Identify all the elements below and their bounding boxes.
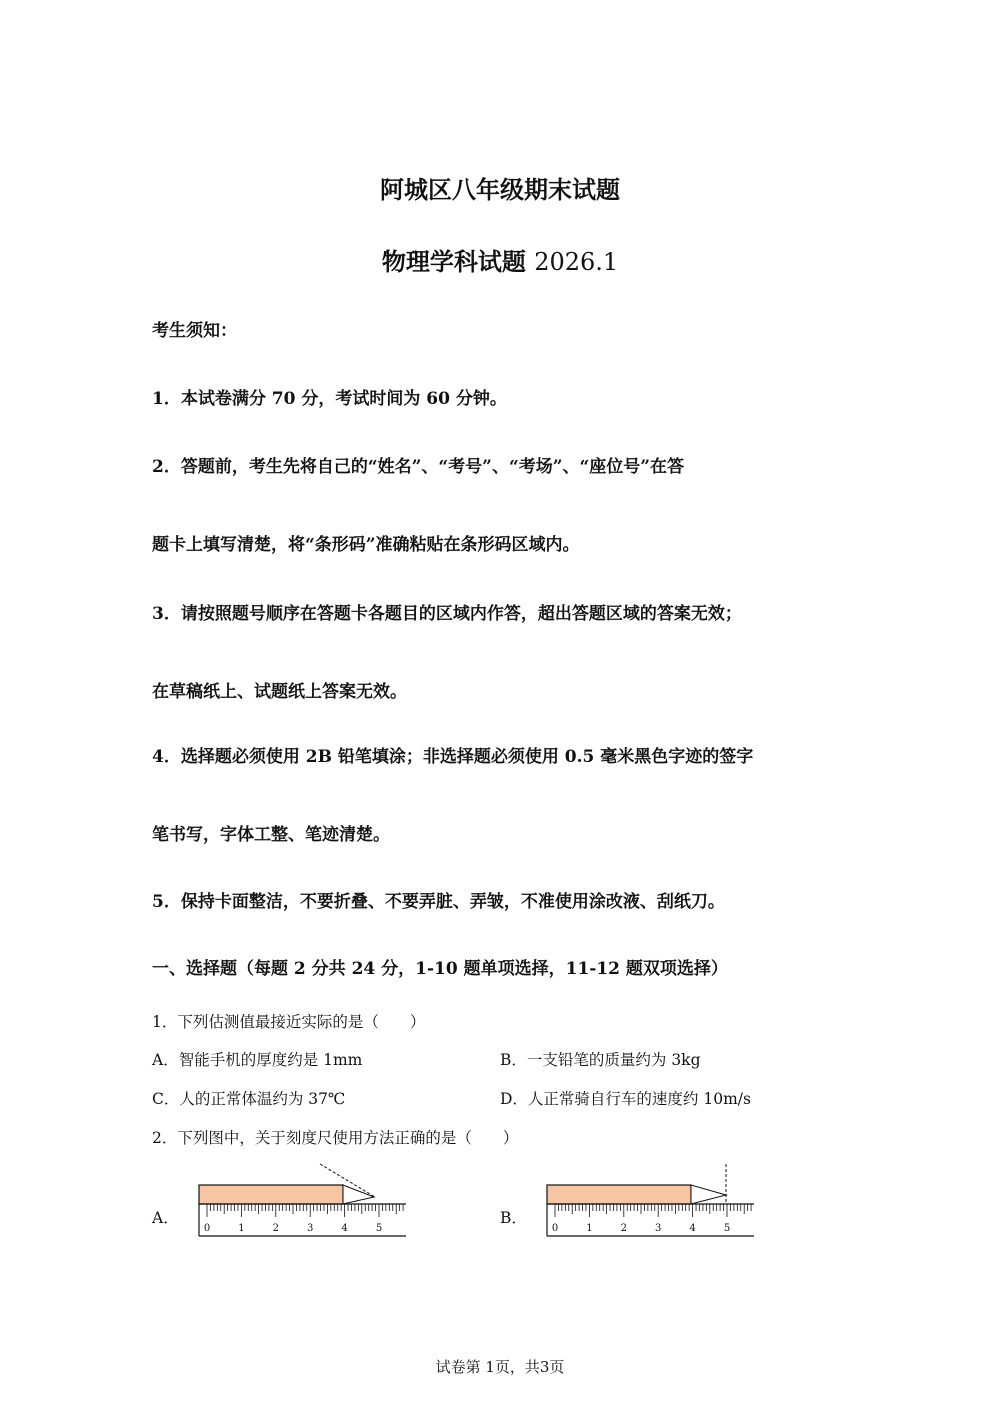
ruler-tick-label: 5 [723, 1223, 731, 1234]
question-1-option-b: B．一支铅笔的质量约为 3kg [500, 1051, 701, 1069]
exam-date: 2026.1 [534, 248, 619, 276]
ruler-tick-label: 0 [551, 1223, 559, 1234]
notice-heading: 考生须知： [152, 321, 237, 341]
ruler-tick-label: 4 [689, 1223, 696, 1234]
ruler-tick-label: 5 [375, 1223, 383, 1234]
notice-line: 1．本试卷满分 70 分，考试时间为 60 分钟。 [152, 389, 507, 409]
tick-labels [552, 1223, 730, 1234]
question-2-option-a: A． [152, 1209, 179, 1227]
pencil-tip [691, 1185, 726, 1204]
ruler-figure-a [190, 1160, 415, 1242]
exam-subtitle [0, 242, 1000, 277]
ruler-tick-label: 1 [586, 1223, 593, 1234]
pencil-tip [343, 1185, 374, 1204]
ruler-tick-label: 3 [655, 1223, 662, 1234]
question-1-stem: 1．下列估测值最接近实际的是（ ） [152, 1013, 426, 1031]
exam-title: 阿城区八年级期末试题 [380, 175, 620, 204]
pencil-body [547, 1185, 691, 1204]
question-1-option-c: C．人的正常体温约为 37℃ [152, 1090, 346, 1108]
notice-line: 5．保持卡面整洁，不要折叠、不要弄脏、弄皱，不准使用涂改液、刮纸刀。 [152, 892, 725, 912]
question-1-option-a: A．智能手机的厚度约是 1mm [152, 1051, 363, 1069]
ruler-tick-label: 2 [620, 1223, 627, 1234]
ruler-tick-label: 4 [341, 1223, 348, 1234]
ruler-tick-label: 1 [238, 1223, 245, 1234]
ruler-figure-b [538, 1160, 763, 1242]
question-2-option-b: B． [500, 1209, 527, 1227]
ruler-tick-label: 0 [203, 1223, 211, 1234]
ruler-tick-label: 3 [307, 1223, 314, 1234]
subject-title: 物理学科试题 [381, 247, 526, 276]
ruler-tick-label: 2 [272, 1223, 279, 1234]
question-1-option-d: D．人正常骑自行车的速度约 10m/s [500, 1090, 751, 1108]
notice-line: 笔书写，字体工整、笔迹清楚。 [152, 825, 390, 845]
notice-line: 3．请按照题号顺序在答题卡各题目的区域内作答，超出答题区域的答案无效； [152, 604, 742, 624]
page-footer: 试卷第 1页，共3页 [435, 1358, 565, 1376]
notice-line: 4．选择题必须使用 2B 铅笔填涂；非选择题必须使用 0.5 毫米黑色字迹的签字 [152, 747, 754, 767]
question-2-stem: 2．下列图中，关于刻度尺使用方法正确的是（ ） [152, 1129, 519, 1147]
tick-labels [204, 1223, 382, 1234]
notice-line: 2．答题前，考生先将自己的“姓名”、“考号”、“考场”、“座位号”在答 [152, 457, 685, 477]
pencil-body [199, 1185, 343, 1204]
notice-line: 题卡上填写清楚，将“条形码”准确粘贴在条形码区域内。 [152, 535, 580, 555]
notice-line: 在草稿纸上、试题纸上答案无效。 [152, 682, 407, 702]
section-heading: 一、选择题（每题 2 分共 24 分，1-10 题单项选择，11-12 题双项选择） [152, 959, 728, 979]
